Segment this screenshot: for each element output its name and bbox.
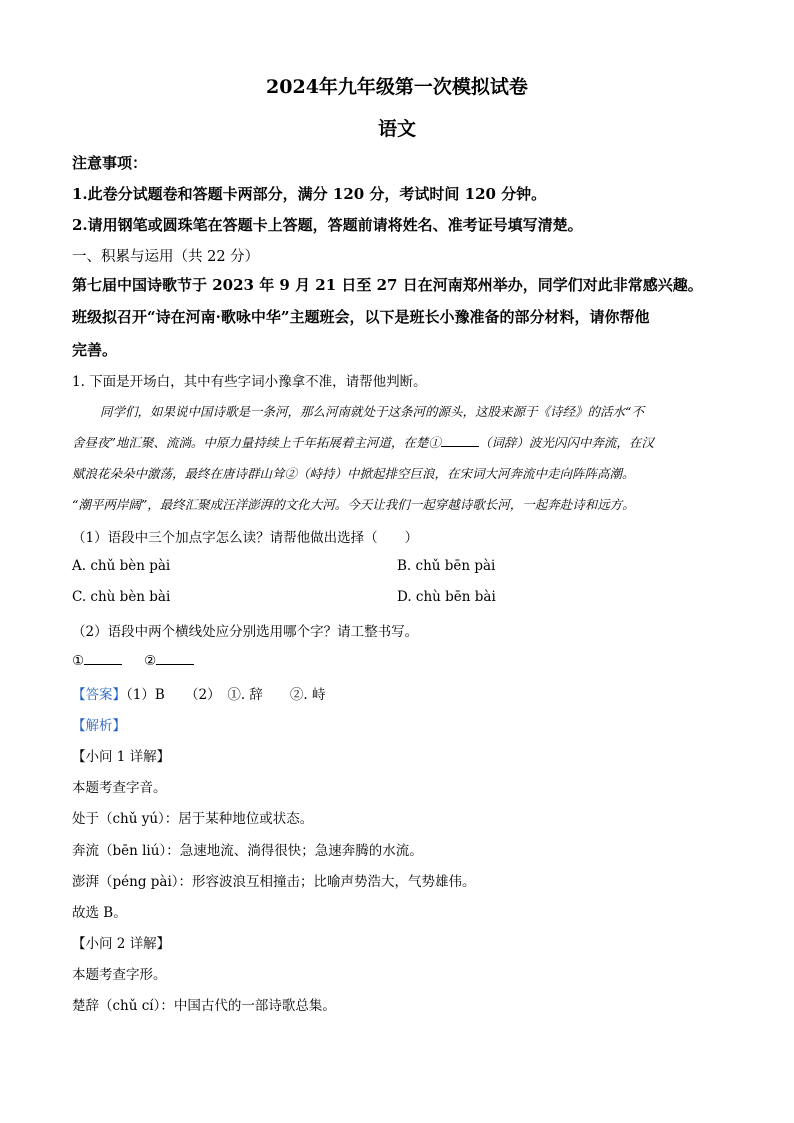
answer-blanks: [72, 652, 194, 669]
question-1-stem: 1. 下面是开场白，其中有些字词小豫拿不准，请帮他判断。: [72, 374, 427, 390]
subject-title: 语文: [377, 118, 416, 140]
blank-line-1: [441, 434, 479, 447]
answer-text: （1）B （2） ①. 辞 ②. 峙: [126, 687, 326, 703]
detail-1-line: 处于（chǔ yú）：居于某种地位或状态。: [72, 811, 314, 827]
option-c: C. chù bèn bài: [72, 589, 171, 605]
answer-line: [72, 683, 326, 703]
analysis-tag: 【解析】: [72, 718, 126, 734]
answer-tag: 【答案】: [72, 687, 126, 703]
option-d: D. chù bēn bài: [397, 589, 496, 605]
detail-2-line: 楚辞（chǔ cí）：中国古代的一部诗歌总集。: [72, 998, 336, 1014]
sub-question-2-detail-heading: 【小问 2 详解】: [72, 936, 171, 952]
intro-line-2: 班级拟召开“诗在河南·歌咏中华”主题班会，以下是班长小豫准备的部分材料，请你帮他: [72, 308, 650, 326]
intro-line-3: 完善。: [72, 341, 118, 359]
notice-item-2: 2.请用钢笔或圆珠笔在答题卡上答题，答题前请将姓名、准考证号填写清楚。: [72, 216, 583, 234]
passage-line-2-start: 舍昼夜”地汇聚、流淌。中原力量持续上千年拓展着主河道，在楚①: [72, 435, 441, 450]
detail-1-line: 故选 B。: [72, 905, 127, 921]
option-a: A. chǔ bèn pài: [72, 558, 171, 574]
section-heading: 一、积累与运用（共 22 分）: [72, 249, 260, 265]
passage-line-3: 赋浪花朵朵中激荡，最终在唐诗群山耸②（峙持）中掀起排空巨浪，在宋词大河奔流中走向阵阵高潮。: [72, 466, 635, 481]
passage-line-2: [72, 433, 654, 451]
answer-blank-1: [84, 652, 122, 665]
notice-item-1: 1.此卷分试题卷和答题卡两部分，满分 120 分，考试时间 120 分钟。: [72, 185, 547, 203]
sub-question-1-detail-heading: 【小问 1 详解】: [72, 749, 171, 765]
sub-question-2: （2）语段中两个横线处应分别选用哪个字？请工整书写。: [72, 624, 419, 640]
sub-question-1: （1）语段中三个加点字怎么读？请帮他做出选择（ ）: [72, 530, 419, 546]
detail-1-line: 奔流（bēn liú）：急速地流、淌得很快；急速奔腾的水流。: [72, 843, 423, 859]
blank-1-label: ①: [72, 653, 85, 669]
detail-1-line: 本题考查字音。: [72, 780, 167, 796]
option-b: B. chǔ bēn pài: [397, 558, 496, 574]
intro-line-1: 第七届中国诗歌节于 2023 年 9 月 21 日至 27 日在河南郑州举办，同学们对此非常感兴趣。: [72, 276, 703, 294]
exam-title: 2024年九年级第一次模拟试卷: [266, 76, 528, 98]
passage-line-2-end: （词辞）波光闪闪中奔流，在汉: [478, 435, 654, 450]
passage-line-4: “潮平两岸阔”，最终汇聚成汪洋澎湃的文化大河。今天让我们一起穿越诗歌长河，一起奔赴诗和远方。: [72, 497, 635, 512]
notice-heading: 注意事项：: [72, 154, 148, 172]
detail-1-line: 澎湃（péng pài）：形容波浪互相撞击；比喻声势浩大，气势雄伟。: [72, 874, 476, 890]
detail-2-line: 本题考查字形。: [72, 967, 167, 983]
answer-blank-2: [156, 652, 194, 665]
passage-line-1: 同学们，如果说中国诗歌是一条河，那么河南就处于这条河的源头，这股来源于《诗经》的活水“不: [100, 404, 644, 419]
blank-2-label: ②: [144, 653, 157, 669]
